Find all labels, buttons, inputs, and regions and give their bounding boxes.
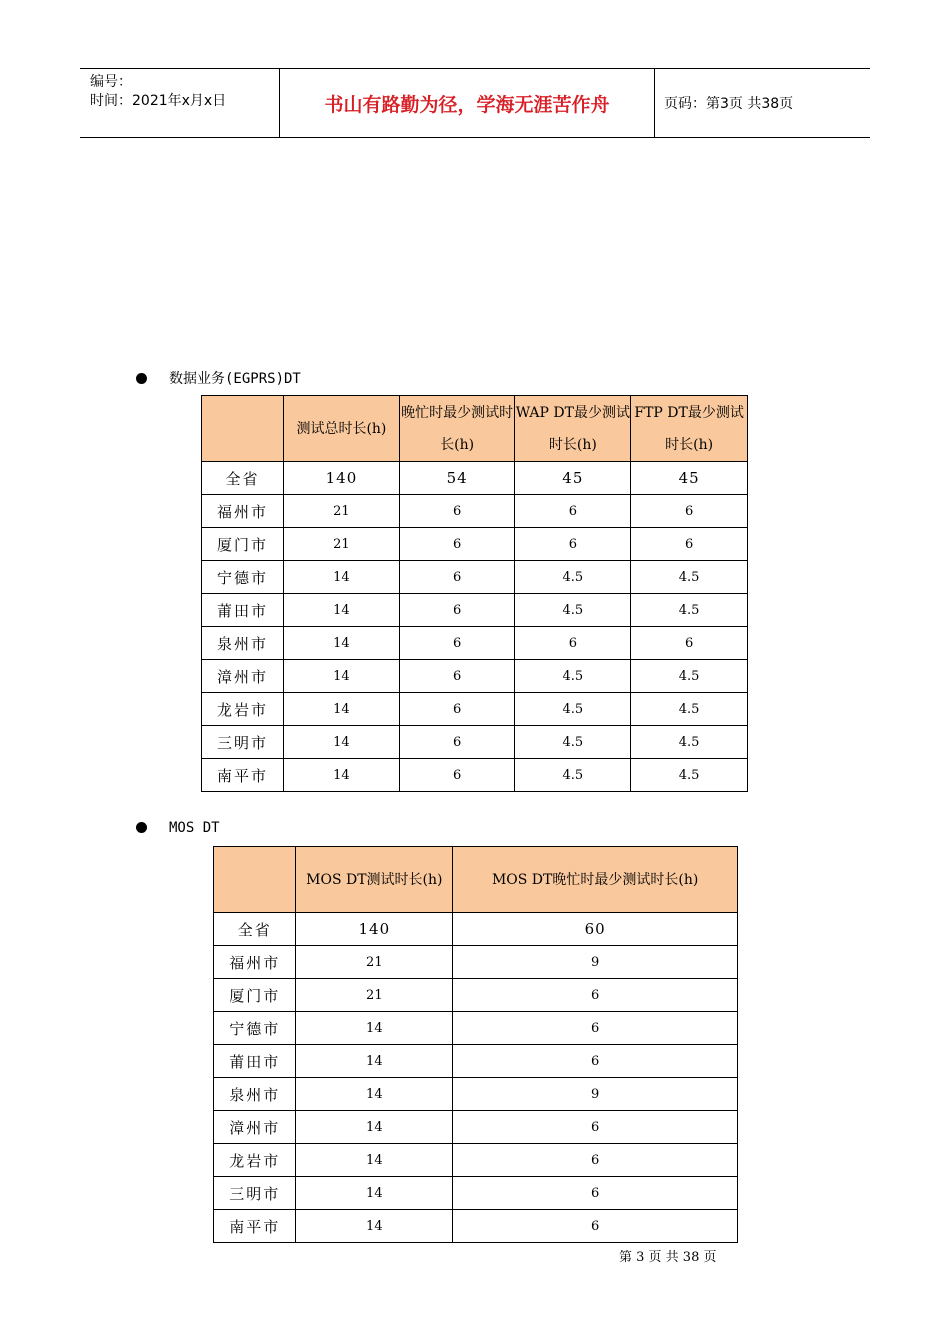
table-cell: 6 [453,1045,738,1078]
table-cell: 14 [284,726,400,759]
table-row [214,1177,738,1210]
table-cell: 6 [453,1144,738,1177]
table-header-cell: 测试总时长(h) [284,396,400,462]
row-label-cell: 厦门市 [214,979,296,1012]
table-cell: 14 [296,1111,453,1144]
table-cell: 4.5 [631,693,748,726]
row-label-cell: 漳州市 [202,660,284,693]
page-header [80,68,870,138]
table-cell: 6 [453,1177,738,1210]
table-cell: 4.5 [515,759,631,792]
row-label-cell: 莆田市 [202,594,284,627]
table-cell: 14 [296,1045,453,1078]
table-cell: 14 [296,1177,453,1210]
table-cell: 6 [515,495,631,528]
bullet-icon [136,822,147,833]
table-row [202,594,748,627]
number-label: 编号： [90,74,132,90]
table-cell: 6 [399,726,515,759]
table-cell: 6 [399,594,515,627]
row-label-cell: 龙岩市 [202,693,284,726]
row-label-cell: 龙岩市 [214,1144,296,1177]
table-cell: 14 [284,660,400,693]
table-row [214,1078,738,1111]
page-footer: 第 3 页 共 38 页 [619,1250,717,1265]
table-cell: 6 [631,495,748,528]
section-mos-label: MOS DT [169,820,220,836]
table-cell: 6 [453,1111,738,1144]
table-cell: 6 [515,627,631,660]
table-cell: 6 [453,1012,738,1045]
row-label-cell: 宁德市 [202,561,284,594]
table-row [202,528,748,561]
row-label-cell: 南平市 [202,759,284,792]
table-cell: 4.5 [631,660,748,693]
table-row [214,913,738,946]
table-header-cell: MOS DT晚忙时最少测试时长(h) [453,847,738,913]
table-cell: 14 [296,1012,453,1045]
table-row [214,1111,738,1144]
table-cell: 21 [296,946,453,979]
table-header-cell [202,396,284,462]
table-cell: 4.5 [515,726,631,759]
table-cell: 21 [296,979,453,1012]
table-row [202,693,748,726]
table-cell: 14 [284,594,400,627]
table-cell: 6 [399,660,515,693]
bullet-icon [136,373,147,384]
table-cell: 4.5 [631,561,748,594]
table-row [214,1210,738,1243]
table-row [202,726,748,759]
table-cell: 14 [284,627,400,660]
table-cell: 14 [296,1078,453,1111]
row-label-cell: 三明市 [214,1177,296,1210]
table-header-cell: WAP DT最少测试时长(h) [515,396,631,462]
table-cell: 140 [284,462,400,495]
table-row [202,759,748,792]
table-row [202,627,748,660]
table-row [202,561,748,594]
table-cell: 54 [399,462,515,495]
table-cell: 14 [284,759,400,792]
table-cell: 6 [631,528,748,561]
section-egprs-title [136,368,301,388]
table-cell: 6 [453,1210,738,1243]
header-meta [80,69,280,137]
table-row [202,660,748,693]
row-label-cell: 宁德市 [214,1012,296,1045]
time-label: 时间：2021年x月x日 [90,93,227,109]
row-label-cell: 泉州市 [202,627,284,660]
table-cell: 6 [399,627,515,660]
table-cell: 4.5 [631,726,748,759]
table-cell: 60 [453,913,738,946]
row-label-cell: 厦门市 [202,528,284,561]
table-row [214,1012,738,1045]
table-cell: 14 [296,1210,453,1243]
table-header-cell: MOS DT测试时长(h) [296,847,453,913]
mos-dt-table [213,846,738,1243]
table-cell: 6 [399,528,515,561]
row-label-cell: 南平市 [214,1210,296,1243]
row-label-cell: 全省 [202,462,284,495]
table-cell: 45 [631,462,748,495]
table-cell: 140 [296,913,453,946]
egprs-dt-table [201,395,748,792]
table-row [214,946,738,979]
row-label-cell: 三明市 [202,726,284,759]
row-label-cell: 福州市 [202,495,284,528]
table-cell: 14 [284,561,400,594]
table-cell: 6 [399,495,515,528]
table-header-cell: 晚忙时最少测试时长(h) [399,396,515,462]
table-cell: 14 [284,693,400,726]
table-cell: 4.5 [515,561,631,594]
section-mos-title [136,820,220,836]
table-cell: 21 [284,528,400,561]
table-cell: 4.5 [631,594,748,627]
table-cell: 4.5 [631,759,748,792]
row-label-cell: 福州市 [214,946,296,979]
table-row [202,495,748,528]
table-header-cell [214,847,296,913]
table-cell: 6 [399,561,515,594]
row-label-cell: 全省 [214,913,296,946]
section-egprs-label: 数据业务(EGPRS)DT [169,371,301,387]
table-row [214,1045,738,1078]
table-cell: 4.5 [515,660,631,693]
table-cell: 6 [515,528,631,561]
row-label-cell: 泉州市 [214,1078,296,1111]
table-cell: 9 [453,1078,738,1111]
table-cell: 4.5 [515,693,631,726]
table-row [202,462,748,495]
table-cell: 21 [284,495,400,528]
row-label-cell: 莆田市 [214,1045,296,1078]
table-cell: 14 [296,1144,453,1177]
table-cell: 6 [399,759,515,792]
table-cell: 6 [631,627,748,660]
table-cell: 6 [399,693,515,726]
header-motto: 书山有路勤为径，学海无涯苦作舟 [280,69,655,137]
table-cell: 4.5 [515,594,631,627]
table-row [214,1144,738,1177]
header-page-info: 页码：第3页 共38页 [664,96,794,112]
table-cell: 9 [453,946,738,979]
table-cell: 6 [453,979,738,1012]
table-cell: 45 [515,462,631,495]
table-header-cell: FTP DT最少测试时长(h) [631,396,748,462]
row-label-cell: 漳州市 [214,1111,296,1144]
table-row [214,979,738,1012]
